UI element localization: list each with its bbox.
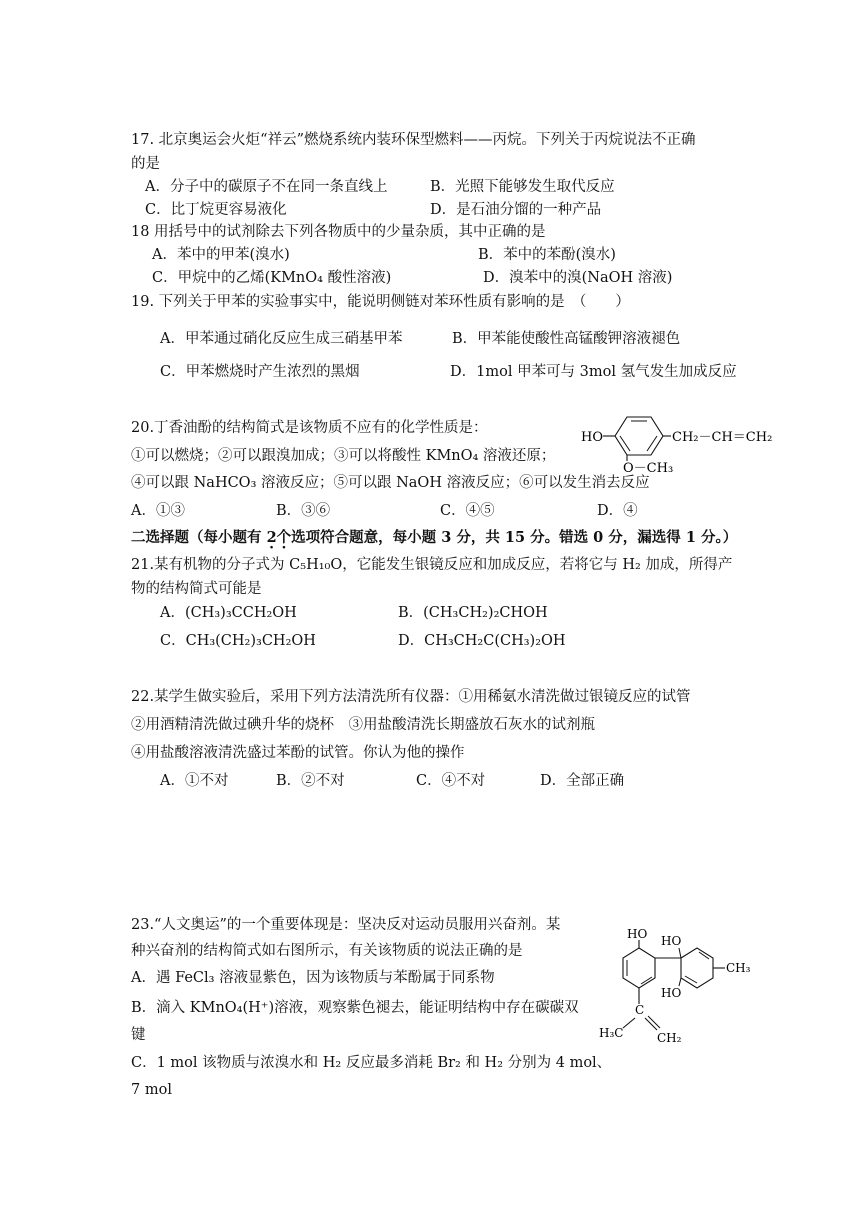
q21-stem-line1: 21.某有机物的分子式为 C₅H₁₀O，它能发生银镜反应和加成反应，若将它与 H₂ 加成，所得产 <box>131 557 733 573</box>
q23-option-b-line2: 键 <box>131 1027 146 1043</box>
struct23-ho-2: HO <box>661 934 682 948</box>
q19-option-a: A．甲苯通过硝化反应生成三硝基甲苯 <box>160 331 403 347</box>
q19-option-c: C．甲苯燃烧时产生浓烈的黑烟 <box>160 364 360 380</box>
struct23-ch3: CH₃ <box>726 961 751 975</box>
q19-stem: 19. 下列关于甲苯的实验事实中，能说明侧链对苯环性质有影响的是 （ ） <box>131 294 630 310</box>
q22-option-c: C．④不对 <box>416 773 486 789</box>
q21-option-d: D．CH₃CH₂C(CH₃)₂OH <box>398 633 566 649</box>
q19-option-b: B．甲苯能使酸性高锰酸钾溶液褪色 <box>452 331 681 347</box>
q23-line1: 23.“人文奥运”的一个重要体现是：坚决反对运动员服用兴奋剂。某 <box>131 917 561 933</box>
q20-line2: ④可以跟 NaHCO₃ 溶液反应；⑤可以跟 NaOH 溶液反应；⑥可以发生消去反应 <box>131 475 650 491</box>
section-2-heading <box>131 528 737 548</box>
q22-line1: 22.某学生做实验后，采用下列方法清洗所有仪器：①用稀氨水清洗做过银镜反应的试管 <box>131 689 691 705</box>
q20-option-c: C．④⑤ <box>440 503 495 519</box>
q18-option-d: D．溴苯中的溴(NaOH 溶液) <box>483 270 673 286</box>
struct23-ho-1: HO <box>627 927 648 941</box>
q18-stem: 18 用括号中的试剂除去下列各物质中的少量杂质，其中正确的是 <box>131 224 546 240</box>
q20-option-d: D．④ <box>597 503 638 519</box>
section-2-heading-pre: 二选择题（每小题有 <box>131 529 267 546</box>
q17-stem-line1: 17. 北京奥运会火炬“祥云”燃烧系统内装环保型燃料——丙烷。下列关于丙烷说法不正确 <box>131 132 696 148</box>
section-2-heading-post: 选项符合题意，每小题 3 分，共 15 分。错选 0 分，漏选得 1 分。） <box>291 529 738 546</box>
q20-line1: ①可以燃烧；②可以跟溴加成；③可以将酸性 KMnO₄ 溶液还原； <box>131 448 556 464</box>
q20-option-b: B．③⑥ <box>276 503 331 519</box>
struct-allyl-chain: CH₂－CH＝CH₂ <box>672 430 773 445</box>
section-2-heading-ge: 个 <box>276 529 292 546</box>
q17-option-a: A．分子中的碳原子不在同一条直线上 <box>145 179 388 195</box>
struct23-ho-3: HO <box>661 986 682 1000</box>
q21-option-a: A．(CH₃)₃CCH₂OH <box>160 605 297 621</box>
q18-option-a: A．苯中的甲苯(溴水) <box>152 247 290 263</box>
q22-option-d: D．全部正确 <box>540 773 625 789</box>
q22-option-a: A．①不对 <box>160 773 229 789</box>
eugenol-structure <box>575 405 790 475</box>
q23-option-c-line2: 7 mol <box>131 1082 172 1098</box>
q23-option-b-line1: B．滴入 KMnO₄(H⁺)溶液，观察紫色褪去，能证明结构中存在碳碳双 <box>131 1000 579 1016</box>
q23-line2: 种兴奋剂的结构简式如右图所示，有关该物质的说法正确的是 <box>131 943 523 959</box>
q17-stem-line2: 的是 <box>131 156 160 172</box>
struct23-c: C <box>635 1003 645 1017</box>
q20-option-a: A．①③ <box>131 503 185 519</box>
struct23-ch2: CH₂ <box>657 1031 682 1045</box>
q21-option-c: C．CH₃(CH₂)₃CH₂OH <box>160 633 316 649</box>
q23-option-c-line1: C．1 mol 该物质与浓溴水和 H₂ 反应最多消耗 Br₂ 和 H₂ 分别为 4 mol、 <box>131 1055 612 1071</box>
q20-stem: 20.丁香油酚的结构简式是该物质不应有的化学性质是： <box>131 420 488 436</box>
struct23-h3c: H₃C <box>599 1026 624 1040</box>
struct-ho-label: HO <box>581 430 603 445</box>
q18-option-c: C．甲烷中的乙烯(KMnO₄ 酸性溶液) <box>152 270 392 286</box>
stimulant-structure <box>595 920 775 1050</box>
q19-option-d: D．1mol 甲苯可与 3mol 氢气发生加成反应 <box>450 364 737 380</box>
q18-option-b: B．苯中的苯酚(溴水) <box>478 247 616 263</box>
q22-option-b: B．②不对 <box>276 773 345 789</box>
q17-option-d: D．是石油分馏的一种产品 <box>430 202 602 218</box>
section-2-heading-two: 2 · <box>267 529 277 546</box>
q23-option-a: A．遇 FeCl₃ 溶液显紫色，因为该物质与苯酚属于同系物 <box>131 970 495 986</box>
q22-line3: ④用盐酸溶液清洗盛过苯酚的试管。你认为他的操作 <box>131 745 465 761</box>
q17-option-b: B．光照下能够发生取代反应 <box>430 179 615 195</box>
struct-methoxy: O－CH₃ <box>623 461 674 475</box>
q21-option-b: B．(CH₃CH₂)₂CHOH <box>398 605 548 621</box>
q17-option-c: C．比丁烷更容易液化 <box>145 202 287 218</box>
q21-stem-line2: 物的结构简式可能是 <box>131 581 262 597</box>
q22-line2: ②用酒精清洗做过碘升华的烧杯 ③用盐酸清洗长期盛放石灰水的试剂瓶 <box>131 717 595 733</box>
